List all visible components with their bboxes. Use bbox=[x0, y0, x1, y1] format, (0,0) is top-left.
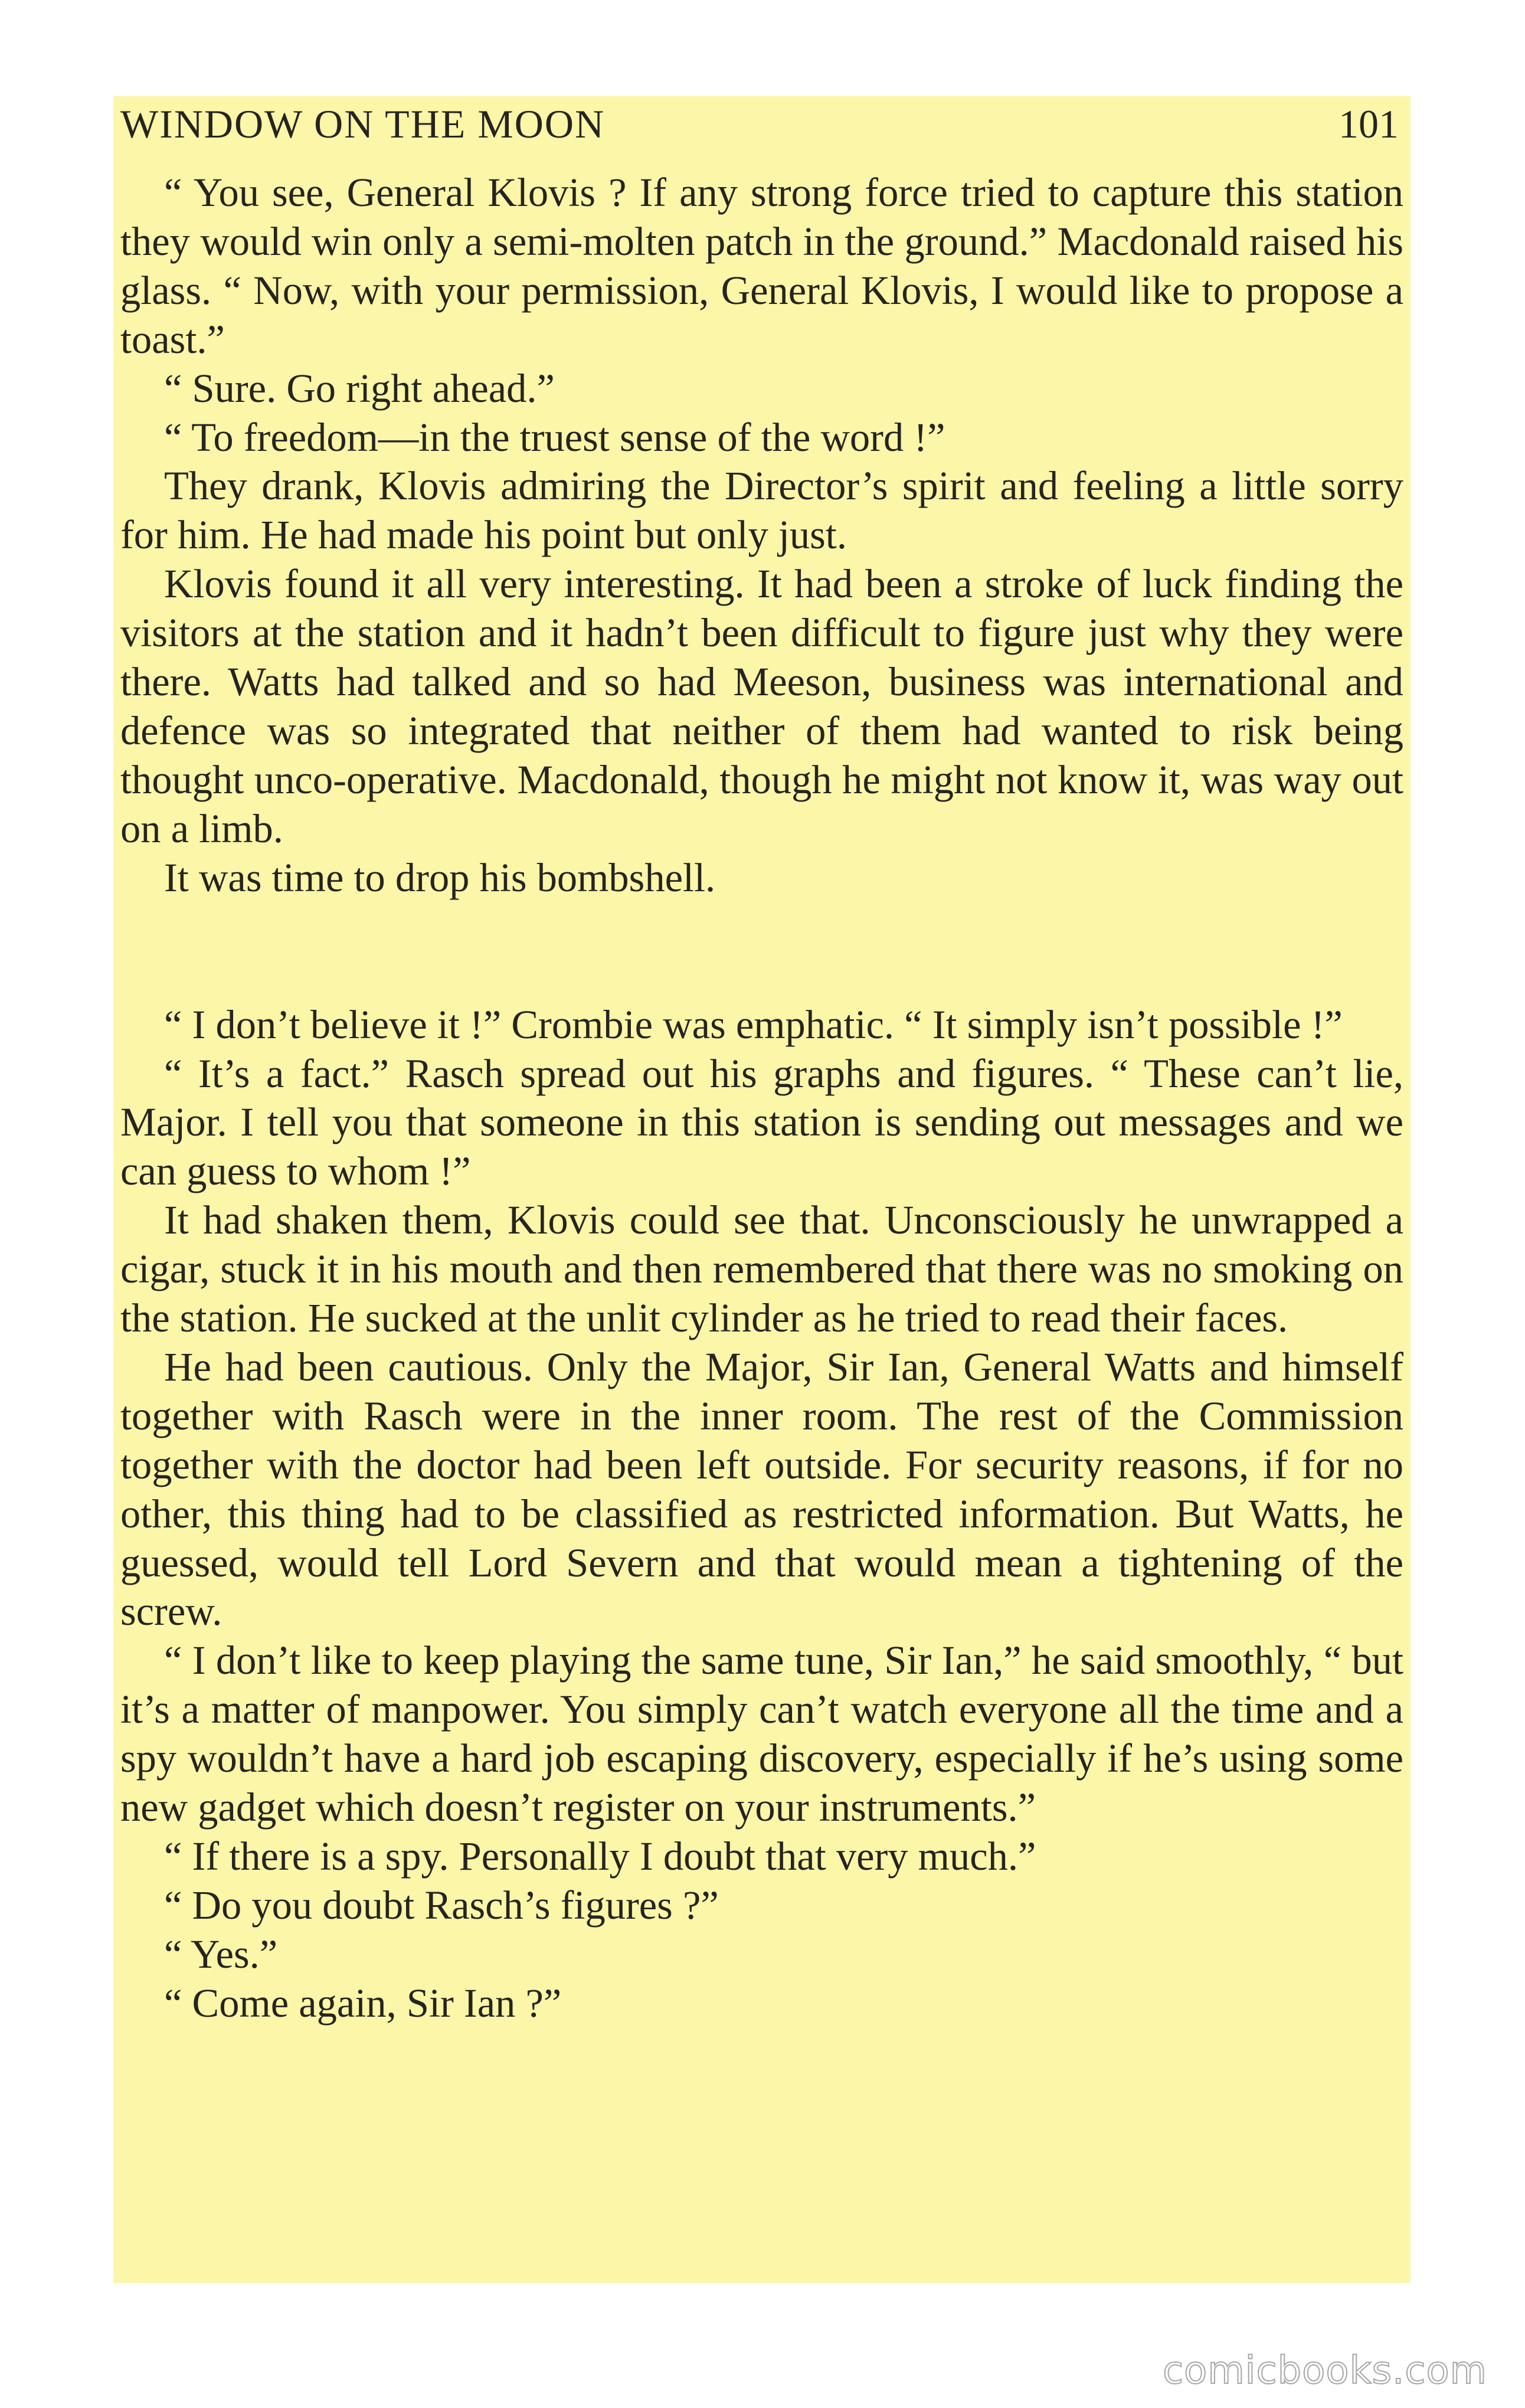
page-header bbox=[120, 97, 1403, 168]
watermark: comicbooks.com bbox=[1162, 2349, 1487, 2393]
paragraph: “ You see, General Klovis ? If any strong force tried to capture this station they would win only a semi-molten patch in the ground.” Macdonald raised his glass. “ Now, with your permission, General Klovis, I would like to propose a toast.” bbox=[120, 170, 1403, 362]
body-text bbox=[120, 168, 1403, 2028]
paragraph: They drank, Klovis admiring the Director’s spirit and feeling a little sorry for him. He had made his point but only just. bbox=[120, 463, 1403, 558]
book-page bbox=[113, 96, 1411, 2283]
paragraph: “ Do you doubt Rasch’s figures ?” bbox=[164, 1882, 719, 1928]
running-title: WINDOW ON THE MOON bbox=[120, 102, 606, 146]
section-break bbox=[120, 902, 1403, 1000]
paragraph: “ Sure. Go right ahead.” bbox=[164, 365, 555, 411]
paragraph: “ I don’t like to keep playing the same tune, Sir Ian,” he said smoothly, “ but it’s a matter of manpower. You simply can’t watch everyone all the time and a spy wouldn’t have a hard job escaping discovery, especially if he’s using some new gadget which doesn’t register on your instruments.” bbox=[120, 1638, 1403, 1830]
paragraph: “ I don’t believe it !” Crombie was emphatic. “ It simply isn’t possible !” bbox=[164, 1002, 1343, 1047]
paragraph: “ Yes.” bbox=[164, 1931, 278, 1977]
paragraph: He had been cautious. Only the Major, Sir Ian, General Watts and himself together with Rasch were in the inner room. The rest of the Commission together with the doctor had been left outside. For security reasons, if for no other, this thing had to be classified as restricted information. But Watts, he guessed, would tell Lord Severn and that would mean a tightening of the screw. bbox=[120, 1344, 1403, 1634]
paragraph: “ To freedom—in the truest sense of the word !” bbox=[164, 414, 945, 460]
page-number: 101 bbox=[1339, 102, 1399, 146]
paragraph: Klovis found it all very interesting. It had been a stroke of luck finding the visitors at the station and it hadn’t been difficult to figure just why they were there. Watts had talked and so had Meeson, business was international and defence was so integrated that neither of them had wanted to risk being thought unco-operative. Macdonald, though he might not know it, was way out on a limb. bbox=[120, 561, 1403, 851]
paragraph: “ It’s a fact.” Rasch spread out his graphs and figures. “ These can’t lie, Major. I tell you that someone in this station is sending out messages and we can guess to whom !” bbox=[120, 1051, 1403, 1194]
paragraph: “ Come again, Sir Ian ?” bbox=[164, 1980, 562, 2026]
paragraph: It was time to drop his bombshell. bbox=[164, 855, 716, 900]
paragraph: “ If there is a spy. Personally I doubt that very much.” bbox=[164, 1834, 1036, 1879]
paragraph: It had shaken them, Klovis could see that. Unconsciously he unwrapped a cigar, stuck it in his mouth and then remembered that there was no smoking on the station. He sucked at the unlit cylinder as he tried to read their faces. bbox=[120, 1198, 1403, 1341]
